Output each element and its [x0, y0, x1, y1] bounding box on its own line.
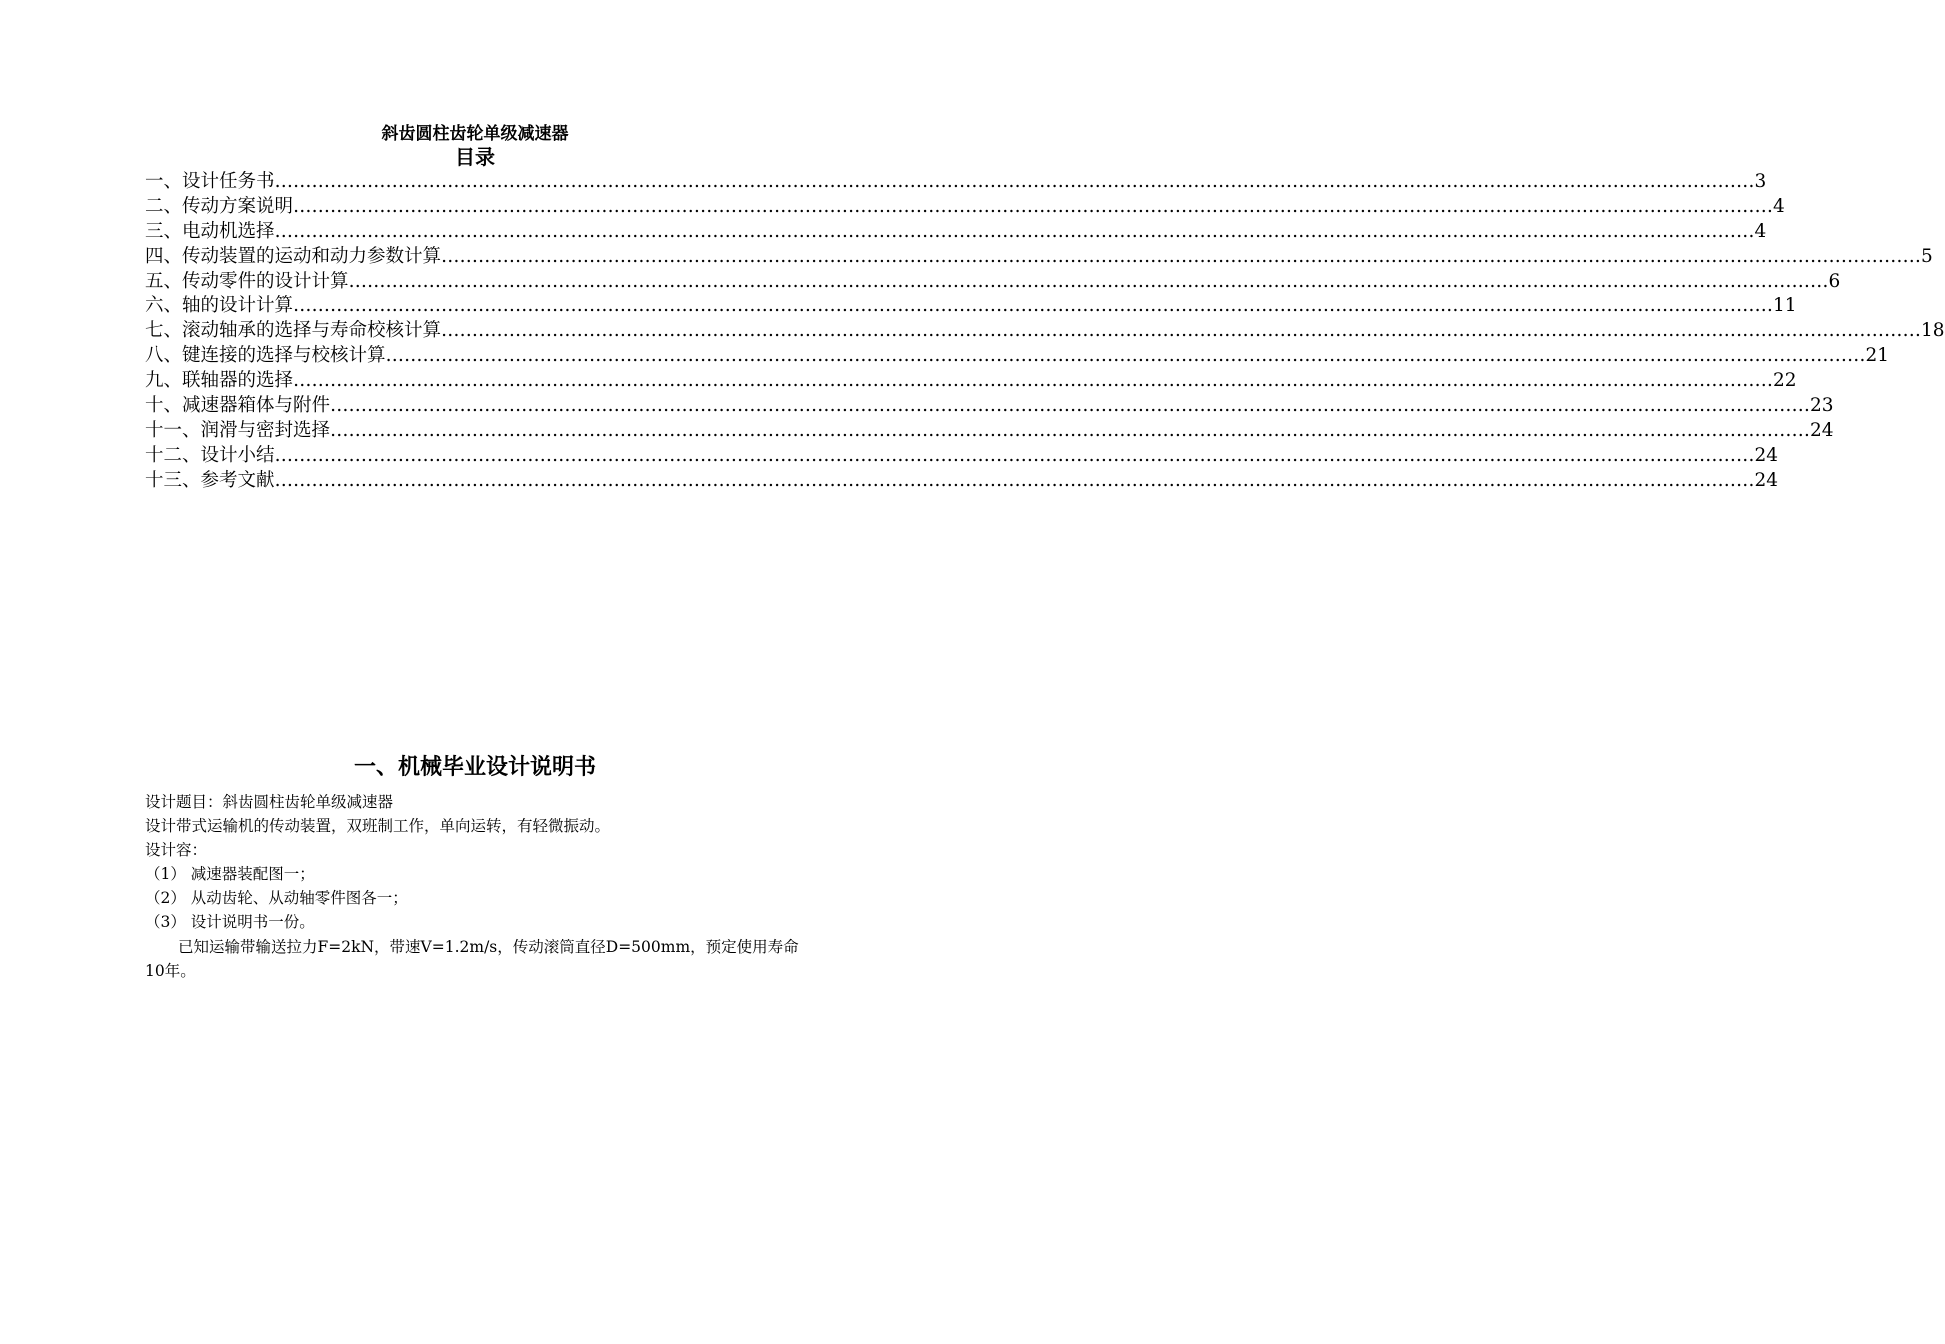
document-title: 斜齿圆柱齿轮单级减速器 — [381, 124, 569, 144]
body-paragraph: （2） 从动齿轮、从动轴零件图各一； — [145, 889, 408, 908]
toc-entry-label: 五、传动零件的设计计算 — [145, 270, 349, 292]
toc-entry[interactable] — [145, 319, 1945, 344]
toc-leader-dots: …………………………………………………………………………………………………………………………………………………………………………………………………………………… — [330, 395, 1811, 417]
toc-entry[interactable] — [145, 294, 1797, 319]
toc-entry[interactable] — [145, 270, 1841, 295]
toc-leader-dots: …………………………………………………………………………………………………………………………………………………………………………………………………………………… — [293, 370, 1774, 392]
body-paragraph: 设计容： — [145, 841, 208, 860]
toc-entry-page: 4 — [1773, 195, 1785, 217]
toc-heading: 目录 — [455, 145, 495, 169]
toc-entry-page: 6 — [1828, 270, 1841, 292]
toc-entry[interactable] — [145, 394, 1834, 419]
body-paragraph: （3） 设计说明书一份。 — [145, 913, 315, 932]
toc-entry-label: 七、滚动轴承的选择与寿命校核计算 — [145, 320, 442, 342]
toc-entry-label: 八、键连接的选择与校核计算 — [145, 345, 386, 367]
toc-entry[interactable] — [145, 245, 1933, 270]
toc-entry-page: 4 — [1754, 220, 1767, 242]
toc-entry-label: 六、轴的设计计算 — [145, 295, 294, 317]
toc-entry-page: 21 — [1865, 345, 1890, 367]
toc-leader-dots: …………………………………………………………………………………………………………………………………………………………………………………………………………………… — [348, 270, 1829, 292]
toc-leader-dots: …………………………………………………………………………………………………………………………………………………………………………………………………………………… — [441, 245, 1922, 267]
toc-entry-label: 九、联轴器的选择 — [145, 370, 294, 392]
toc-leader-dots: …………………………………………………………………………………………………………………………………………………………………………………………………………………… — [385, 345, 1866, 367]
toc-leader-dots: …………………………………………………………………………………………………………………………………………………………………………………………………………………… — [330, 419, 1811, 441]
toc-entry-label: 二、传动方案说明 — [145, 195, 294, 217]
toc-leader-dots: …………………………………………………………………………………………………………………………………………………………………………………………………………………… — [274, 220, 1755, 242]
toc-entry-page: 24 — [1810, 419, 1834, 441]
toc-leader-dots: …………………………………………………………………………………………………………………………………………………………………………………………………………………… — [293, 195, 1774, 217]
body-paragraph: 已知运输带输送拉力F=2kN，带速V=1.2m/s，传动滚筒直径D=500mm，预定使用寿命10年。 — [145, 937, 799, 980]
toc-entry[interactable] — [145, 444, 1779, 469]
toc-entry[interactable] — [145, 195, 1785, 220]
toc-entry[interactable] — [145, 419, 1834, 444]
toc-entry-label: 三、电动机选择 — [145, 220, 275, 242]
toc-entry-page: 24 — [1754, 444, 1779, 466]
toc-leader-dots: …………………………………………………………………………………………………………………………………………………………………………………………………………………… — [293, 295, 1774, 317]
toc-leader-dots: …………………………………………………………………………………………………………………………………………………………………………………………………………………… — [274, 469, 1755, 491]
toc-entry-page: 5 — [1921, 245, 1933, 267]
toc-leader-dots: …………………………………………………………………………………………………………………………………………………………………………………………………………………… — [274, 444, 1755, 466]
section-heading: 一、机械毕业设计说明书 — [353, 754, 596, 780]
body-paragraph: （1） 减速器装配图一； — [145, 865, 315, 884]
toc-entry-page: 23 — [1810, 395, 1834, 417]
toc-entry[interactable] — [145, 220, 1767, 245]
toc-entry-label: 十三、参考文献 — [145, 469, 275, 491]
toc-entry-label: 一、设计任务书 — [145, 171, 275, 192]
toc-entry-label: 十一、润滑与密封选择 — [145, 419, 331, 441]
section-body — [145, 790, 810, 983]
toc-leader-dots: …………………………………………………………………………………………………………………………………………………………………………………………………………………… — [441, 320, 1922, 342]
toc-entry-label: 十二、设计小结 — [145, 444, 275, 466]
toc-entry-page: 22 — [1773, 370, 1797, 392]
toc-entry[interactable] — [145, 369, 1797, 394]
toc-entry-page: 3 — [1754, 171, 1767, 192]
table-of-contents — [145, 170, 1945, 494]
toc-entry[interactable] — [145, 469, 1779, 494]
toc-entry[interactable] — [145, 344, 1890, 369]
toc-entry[interactable] — [145, 170, 1767, 195]
toc-entry-page: 11 — [1773, 295, 1797, 317]
body-paragraph: 设计题目：斜齿圆柱齿轮单级减速器 — [145, 793, 394, 811]
toc-entry-label: 四、传动装置的运动和动力参数计算 — [145, 245, 442, 267]
toc-entry-label: 十、减速器箱体与附件 — [145, 395, 331, 417]
toc-leader-dots: …………………………………………………………………………………………………………………………………………………………………………………………………………………… — [274, 171, 1755, 192]
toc-entry-page: 24 — [1754, 469, 1779, 491]
toc-entry-page: 18 — [1921, 320, 1945, 342]
body-paragraph: 设计带式运输机的传动装置，双班制工作，单向运转，有轻微振动。 — [145, 817, 611, 836]
